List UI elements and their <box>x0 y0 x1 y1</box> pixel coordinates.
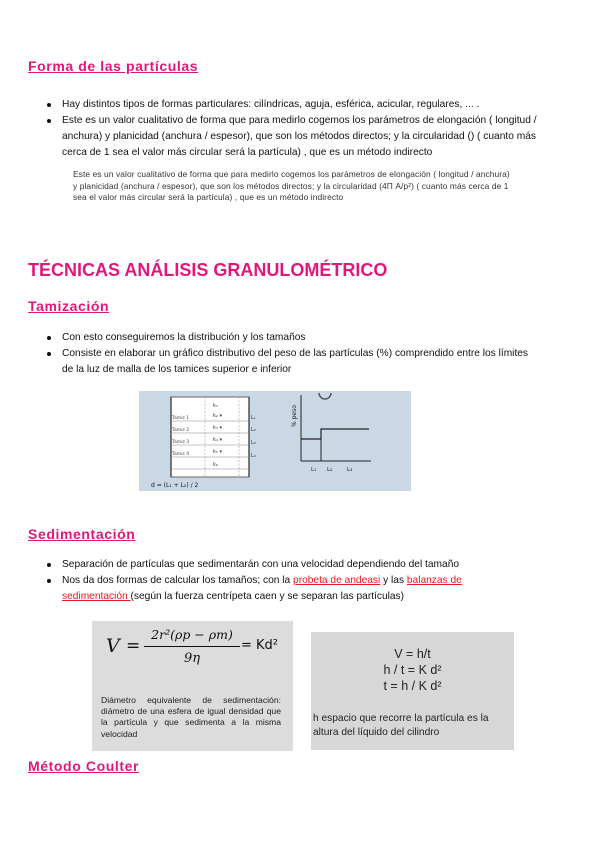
inset-screenshot-text <box>73 169 563 204</box>
velocity-formula-box <box>311 632 514 750</box>
sieve-figure <box>139 391 411 491</box>
formula-numerator: 2r²(ρp − ρm) <box>151 627 233 642</box>
bullet-text: Nos da dos formas de calcular los tamaños; con la <box>62 575 294 586</box>
velocity-note: h espacio que recorre la partícula es la altura del líquido del cilindro <box>313 713 489 738</box>
inset-line: y planicidad (anchura / espesor), que son los métodos directos; y la circularidad (4Π A/p²) ( cuanto más cerca de 1 <box>73 180 509 191</box>
formula-rhs: = Kd² <box>241 638 279 653</box>
stokes-formula-box <box>92 621 293 751</box>
list-item: Separación de partículas que sedimentarán con una velocidad dependiendo del tamaño <box>62 557 522 573</box>
section-title-forma: Forma de las partículas <box>28 58 199 74</box>
sedimentation-diameter-text: Diámetro equivalente de sedimentación: diámetro de una esfera de igual densidad que la partícula y que sedimenta a la misma velocidad <box>101 695 281 739</box>
forma-bullet-list <box>62 97 542 161</box>
list-item: Con esto conseguiremos la distribución y los tamaños <box>62 330 532 346</box>
tamizacion-bullet-list <box>62 330 532 378</box>
sieve-diagram <box>139 391 411 491</box>
sieve-label: Tamiz 2 <box>172 428 190 433</box>
svg-text:k₂ ▾: k₂ ▾ <box>213 413 222 419</box>
velocity-formulas <box>311 646 514 694</box>
svg-text:k₁: k₁ <box>213 403 218 409</box>
section-title-sedimentacion: Sedimentación <box>28 526 136 542</box>
link-balanzas-sedimentacion[interactable]: balanzas de sedimentación <box>62 575 462 602</box>
bullet-text: y las <box>380 575 407 586</box>
svg-text:L₁: L₁ <box>251 415 256 421</box>
section-title-coulter: Método Coulter <box>28 758 140 774</box>
svg-text:k₄ ▾: k₄ ▾ <box>213 437 222 443</box>
formula-line: h / t = K d² <box>383 663 442 677</box>
svg-text:k₅ ▾: k₅ ▾ <box>213 449 222 455</box>
svg-text:k₃ ▾: k₃ ▾ <box>213 425 222 431</box>
fraction-bar <box>144 646 240 647</box>
histogram-tick: L₂ <box>327 467 333 473</box>
sieve-label: Tamiz 3 <box>172 440 190 445</box>
inset-line: sea el valor más circular será la partícula) , que es un método indirecto <box>73 192 344 202</box>
svg-text:L₄: L₄ <box>251 453 256 459</box>
inset-line: Este es un valor cualitativo de forma que para medirlo cogemos los parámetros de elongación ( longitud / anchura) <box>73 169 510 179</box>
formula-denominator: 9η <box>183 651 201 666</box>
bullet-text: (según la fuerza centrípeta caen y se separan las partículas) <box>130 591 405 602</box>
histogram-tick: L₃ <box>347 467 353 473</box>
histogram-tick: L₁ <box>311 467 317 473</box>
list-item: Hay distintos tipos de formas particulares: cilíndricas, aguja, esférica, acicular, regulares, ... . <box>62 97 542 113</box>
formula-v: V <box>106 635 120 657</box>
formula-line: t = h / K d² <box>383 679 442 693</box>
main-title: TÉCNICAS ANÁLISIS GRANULOMÉTRICO <box>28 260 388 280</box>
sieve-label: Tamiz 4 <box>172 452 190 457</box>
link-probeta-andeasi[interactable]: probeta de andeasi <box>293 575 381 586</box>
histogram-ylabel: % peso <box>291 405 298 427</box>
sedimentacion-bullet-list <box>62 557 522 605</box>
list-item: Este es un valor cualitativo de forma que para medirlo cogemos los parámetros de elongación ( longitud / anchura) y planicidad (anchura / espesor), que son los métodos directos; y la circularidad () ( cuanto más cerca de 1 sea el valor más circular será la partícula) , que es un método indirecto <box>62 113 542 161</box>
formula-equals: = <box>126 636 141 656</box>
mean-diameter-formula: d = (L₁ + L₂) / 2 <box>151 482 199 489</box>
section-title-tamizacion: Tamización <box>28 298 110 314</box>
svg-text:L₂: L₂ <box>251 427 256 433</box>
formula-line: V = h/t <box>394 647 431 661</box>
svg-text:k₆: k₆ <box>213 462 218 468</box>
sieve-label: Tamiz 1 <box>172 416 190 421</box>
svg-text:L₃: L₃ <box>251 440 256 446</box>
list-item: Consiste en elaborar un gráfico distributivo del peso de las partículas (%) comprendido entre los límites de la luz de malla de los tamices superior e inferior <box>62 346 532 378</box>
list-item <box>62 573 522 605</box>
